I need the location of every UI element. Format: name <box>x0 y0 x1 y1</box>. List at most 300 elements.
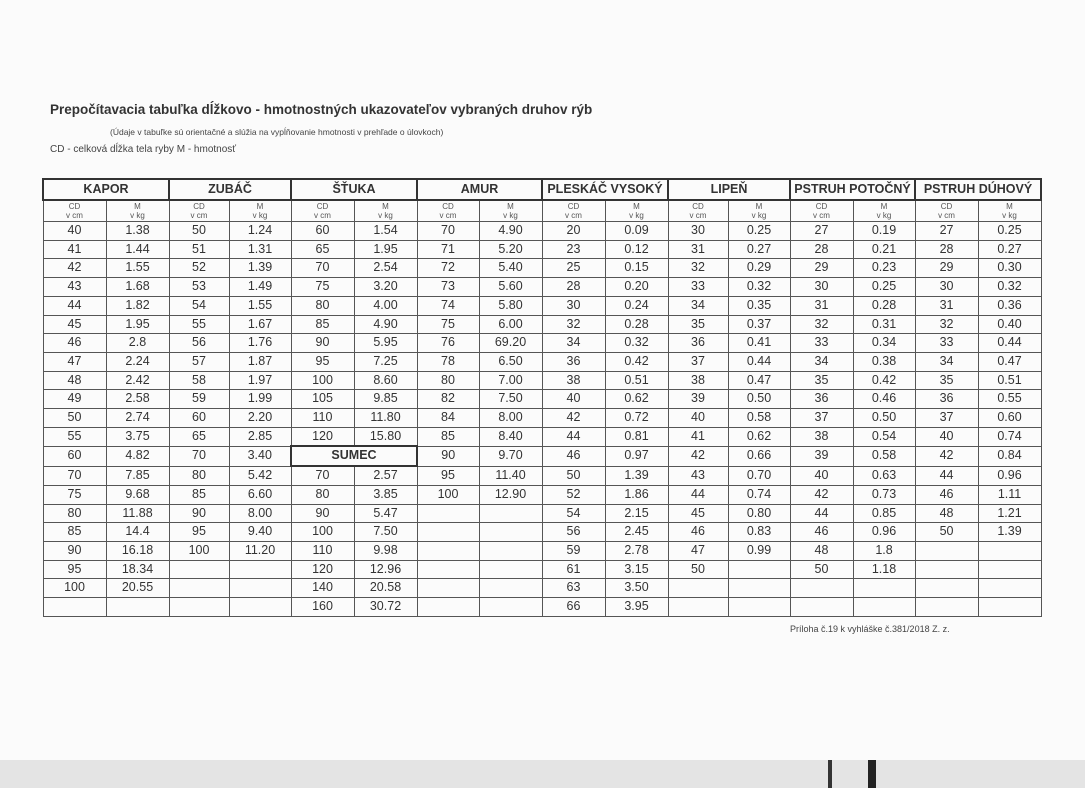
length-cell: 50 <box>169 222 229 241</box>
length-cell <box>915 598 978 617</box>
length-cell: 29 <box>790 259 853 278</box>
length-cell: 36 <box>542 352 605 371</box>
mass-cell <box>479 523 542 542</box>
length-cell: 46 <box>542 446 605 466</box>
length-cell: 63 <box>542 579 605 598</box>
mass-cell: 0.51 <box>605 371 668 390</box>
table-row <box>43 409 1041 428</box>
length-cell: 34 <box>915 352 978 371</box>
mass-cell: 4.82 <box>106 446 169 466</box>
length-cell: 75 <box>43 485 106 504</box>
mass-unit-header <box>106 200 169 222</box>
length-cell <box>417 598 479 617</box>
length-cell: 110 <box>291 541 354 560</box>
length-cell: 95 <box>417 466 479 485</box>
mass-cell: 20.58 <box>354 579 417 598</box>
length-cell: 71 <box>417 240 479 259</box>
species-header: PSTRUH DÚHOVÝ <box>915 179 1041 200</box>
mass-cell: 2.78 <box>605 541 668 560</box>
length-cell: 90 <box>291 504 354 523</box>
species-header: PSTRUH POTOČNÝ <box>790 179 915 200</box>
length-cell: 40 <box>542 390 605 409</box>
length-cell: 49 <box>43 390 106 409</box>
length-cell: 29 <box>915 259 978 278</box>
length-cell: 60 <box>169 409 229 428</box>
length-cell: 120 <box>291 560 354 579</box>
length-cell: 100 <box>291 371 354 390</box>
mass-cell: 0.25 <box>728 222 790 241</box>
table-row <box>43 485 1041 504</box>
table-row <box>43 390 1041 409</box>
length-cell: 65 <box>291 240 354 259</box>
mass-cell: 0.09 <box>605 222 668 241</box>
mass-unit-header <box>728 200 790 222</box>
mass-cell: 11.40 <box>479 466 542 485</box>
mass-cell: 1.97 <box>229 371 291 390</box>
mass-cell: 3.75 <box>106 427 169 446</box>
length-cell: 40 <box>790 466 853 485</box>
length-cell: 50 <box>790 560 853 579</box>
length-cell: 31 <box>915 296 978 315</box>
length-cell <box>169 579 229 598</box>
unit-header-unit: v cm <box>190 211 208 220</box>
mass-cell <box>728 560 790 579</box>
length-cell: 41 <box>668 427 728 446</box>
mass-cell: 0.27 <box>728 240 790 259</box>
length-cell: 30 <box>790 278 853 297</box>
length-cell: 54 <box>542 504 605 523</box>
length-cell: 100 <box>43 579 106 598</box>
mass-cell: 2.15 <box>605 504 668 523</box>
length-cell: 44 <box>43 296 106 315</box>
length-unit-header <box>417 200 479 222</box>
length-cell: 27 <box>915 222 978 241</box>
footer-note: Príloha č.19 k vyhláške č.381/2018 Z. z. <box>790 624 950 634</box>
length-cell <box>790 598 853 617</box>
unit-header-unit: v cm <box>938 211 955 220</box>
length-cell: 34 <box>542 334 605 353</box>
table-row <box>43 315 1041 334</box>
mass-cell <box>853 598 915 617</box>
mass-cell: 5.95 <box>354 334 417 353</box>
mass-cell: 1.24 <box>229 222 291 241</box>
length-unit-header <box>169 200 229 222</box>
length-cell: 58 <box>169 371 229 390</box>
unit-header-label: CD <box>567 202 580 211</box>
mass-cell <box>106 598 169 617</box>
length-cell: 73 <box>417 278 479 297</box>
mass-cell: 1.99 <box>229 390 291 409</box>
length-cell: 50 <box>915 523 978 542</box>
length-cell: 100 <box>169 541 229 560</box>
mass-cell: 11.88 <box>106 504 169 523</box>
mass-cell: 7.50 <box>479 390 542 409</box>
unit-header-label: M <box>1006 202 1013 211</box>
length-cell: 46 <box>790 523 853 542</box>
length-cell: 52 <box>169 259 229 278</box>
mass-unit-header <box>978 200 1041 222</box>
length-cell: 75 <box>417 315 479 334</box>
mass-cell: 9.68 <box>106 485 169 504</box>
mass-cell: 5.42 <box>229 466 291 485</box>
length-cell: 36 <box>668 334 728 353</box>
mass-cell: 0.29 <box>728 259 790 278</box>
length-cell: 160 <box>291 598 354 617</box>
length-cell: 32 <box>668 259 728 278</box>
mass-cell: 0.35 <box>728 296 790 315</box>
mass-cell: 0.84 <box>978 446 1041 466</box>
length-cell: 36 <box>790 390 853 409</box>
unit-header-label: M <box>256 202 264 211</box>
length-cell: 34 <box>668 296 728 315</box>
mass-cell: 69.20 <box>479 334 542 353</box>
length-cell: 38 <box>790 427 853 446</box>
length-cell: 28 <box>790 240 853 259</box>
length-cell: 70 <box>291 259 354 278</box>
mass-cell: 0.58 <box>728 409 790 428</box>
length-cell: 28 <box>915 240 978 259</box>
length-cell: 44 <box>668 485 728 504</box>
mass-cell: 1.67 <box>229 315 291 334</box>
mass-cell: 0.72 <box>605 409 668 428</box>
mass-cell: 0.44 <box>728 352 790 371</box>
mass-cell: 0.42 <box>605 352 668 371</box>
length-cell: 48 <box>790 541 853 560</box>
length-cell: 80 <box>291 296 354 315</box>
mass-cell: 1.95 <box>354 240 417 259</box>
mass-cell <box>978 598 1041 617</box>
mass-cell: 3.15 <box>605 560 668 579</box>
length-cell: 95 <box>169 523 229 542</box>
mass-cell: 0.15 <box>605 259 668 278</box>
mass-cell: 0.30 <box>978 259 1041 278</box>
mass-unit-header <box>479 200 542 222</box>
mass-cell: 4.90 <box>479 222 542 241</box>
table-row <box>43 240 1041 259</box>
length-cell: 33 <box>915 334 978 353</box>
mass-cell: 8.00 <box>479 409 542 428</box>
length-cell <box>417 579 479 598</box>
species-header: KAPOR <box>43 179 169 200</box>
mass-cell: 0.46 <box>853 390 915 409</box>
mass-cell <box>978 560 1041 579</box>
unit-header-label: CD <box>193 202 205 211</box>
length-cell: 76 <box>417 334 479 353</box>
unit-header-unit: v kg <box>130 211 145 220</box>
mass-unit-header <box>605 200 668 222</box>
length-cell: 44 <box>542 427 605 446</box>
length-cell: 59 <box>169 390 229 409</box>
mass-cell: 0.96 <box>978 466 1041 485</box>
length-cell: 90 <box>291 334 354 353</box>
unit-header-unit: v kg <box>252 211 268 220</box>
length-cell: 33 <box>668 278 728 297</box>
length-cell: 80 <box>169 466 229 485</box>
length-cell: 32 <box>915 315 978 334</box>
species-header: PLESKÁČ VYSOKÝ <box>542 179 668 200</box>
length-cell: 100 <box>417 485 479 504</box>
mass-cell: 4.00 <box>354 296 417 315</box>
length-cell: 80 <box>291 485 354 504</box>
length-cell: 85 <box>417 427 479 446</box>
length-cell: 39 <box>668 390 728 409</box>
unit-header-label: M <box>880 202 888 211</box>
mass-cell: 20.55 <box>106 579 169 598</box>
mass-cell: 0.36 <box>978 296 1041 315</box>
table-row <box>43 598 1041 617</box>
mass-cell: 0.55 <box>978 390 1041 409</box>
mass-cell: 9.40 <box>229 523 291 542</box>
length-cell: 34 <box>790 352 853 371</box>
table-row <box>43 579 1041 598</box>
mass-cell: 1.49 <box>229 278 291 297</box>
length-cell: 80 <box>43 504 106 523</box>
mass-cell: 2.54 <box>354 259 417 278</box>
unit-header-unit: v kg <box>751 211 767 220</box>
length-cell: 46 <box>43 334 106 353</box>
mass-cell: 18.34 <box>106 560 169 579</box>
mass-cell: 11.20 <box>229 541 291 560</box>
mass-cell: 0.50 <box>853 409 915 428</box>
unit-header-unit: v cm <box>66 211 83 220</box>
mass-cell: 0.62 <box>605 390 668 409</box>
length-cell: 82 <box>417 390 479 409</box>
length-cell: 60 <box>291 222 354 241</box>
mass-cell: 8.60 <box>354 371 417 390</box>
mass-cell: 0.47 <box>978 352 1041 371</box>
unit-header-label: M <box>633 202 640 211</box>
mass-cell: 0.42 <box>853 371 915 390</box>
length-cell: 41 <box>43 240 106 259</box>
mass-cell <box>978 579 1041 598</box>
mass-cell: 1.55 <box>229 296 291 315</box>
length-cell: 65 <box>169 427 229 446</box>
length-cell: 74 <box>417 296 479 315</box>
mass-cell: 2.8 <box>106 334 169 353</box>
unit-header-label: CD <box>692 202 704 211</box>
length-cell <box>915 560 978 579</box>
mass-cell: 6.00 <box>479 315 542 334</box>
mass-cell: 8.00 <box>229 504 291 523</box>
table-row <box>43 523 1041 542</box>
species-header: LIPEŇ <box>668 179 790 200</box>
mass-cell: 1.95 <box>106 315 169 334</box>
mass-cell: 3.95 <box>605 598 668 617</box>
length-cell: 55 <box>43 427 106 446</box>
length-unit-header <box>43 200 106 222</box>
length-cell: 70 <box>43 466 106 485</box>
document-subtitle: (Údaje v tabuľke sú orientačné a slúžia na vypĺňovanie hmotnosti v prehľade o úlovkoch) <box>110 127 444 137</box>
mass-cell: 12.90 <box>479 485 542 504</box>
mass-cell: 0.73 <box>853 485 915 504</box>
mass-cell: 1.55 <box>106 259 169 278</box>
mass-cell: 0.37 <box>728 315 790 334</box>
length-cell: 140 <box>291 579 354 598</box>
mass-cell: 0.41 <box>728 334 790 353</box>
unit-header-unit: v kg <box>1002 211 1017 220</box>
length-unit-header <box>542 200 605 222</box>
unit-header-unit: v cm <box>314 211 331 220</box>
length-unit-header <box>915 200 978 222</box>
mass-cell <box>479 504 542 523</box>
mass-cell: 0.51 <box>978 371 1041 390</box>
table-row <box>43 371 1041 390</box>
mass-cell: 12.96 <box>354 560 417 579</box>
length-cell: 56 <box>169 334 229 353</box>
length-cell: 52 <box>542 485 605 504</box>
length-cell: 75 <box>291 278 354 297</box>
length-cell <box>43 598 106 617</box>
unit-header-unit: v kg <box>378 211 393 220</box>
mass-cell: 0.21 <box>853 240 915 259</box>
table-row <box>43 560 1041 579</box>
length-cell <box>169 560 229 579</box>
length-cell <box>417 541 479 560</box>
length-unit-header <box>668 200 728 222</box>
table-row <box>43 446 1041 466</box>
mass-cell: 2.57 <box>354 466 417 485</box>
mass-cell: 1.68 <box>106 278 169 297</box>
fish-conversion-table <box>42 178 1042 617</box>
length-cell: 42 <box>668 446 728 466</box>
length-cell <box>417 560 479 579</box>
mass-cell: 9.70 <box>479 446 542 466</box>
length-cell: 20 <box>542 222 605 241</box>
mass-cell: 0.34 <box>853 334 915 353</box>
mass-cell: 0.47 <box>728 371 790 390</box>
table-row <box>43 427 1041 446</box>
length-cell: 42 <box>542 409 605 428</box>
mass-cell: 1.86 <box>605 485 668 504</box>
length-cell: 35 <box>790 371 853 390</box>
mass-cell: 2.24 <box>106 352 169 371</box>
length-cell: 36 <box>915 390 978 409</box>
length-cell: 50 <box>43 409 106 428</box>
species-header: AMUR <box>417 179 542 200</box>
mass-cell: 0.28 <box>853 296 915 315</box>
length-cell: 44 <box>790 504 853 523</box>
mass-cell: 0.23 <box>853 259 915 278</box>
unit-header-row <box>43 200 1041 222</box>
length-cell <box>668 579 728 598</box>
length-cell: 40 <box>43 222 106 241</box>
table-row <box>43 352 1041 371</box>
length-cell <box>668 598 728 617</box>
length-cell: 66 <box>542 598 605 617</box>
mass-cell: 2.74 <box>106 409 169 428</box>
mass-cell: 1.31 <box>229 240 291 259</box>
mass-cell: 3.40 <box>229 446 291 466</box>
mass-cell: 0.24 <box>605 296 668 315</box>
length-cell: 84 <box>417 409 479 428</box>
length-cell: 55 <box>169 315 229 334</box>
mass-cell: 0.58 <box>853 446 915 466</box>
length-cell: 61 <box>542 560 605 579</box>
mass-cell: 16.18 <box>106 541 169 560</box>
table-row <box>43 259 1041 278</box>
table-row <box>43 334 1041 353</box>
mass-cell: 0.70 <box>728 466 790 485</box>
length-cell: 90 <box>169 504 229 523</box>
mass-cell <box>479 560 542 579</box>
length-cell <box>417 523 479 542</box>
length-cell: 70 <box>417 222 479 241</box>
mass-cell: 0.74 <box>978 427 1041 446</box>
mass-cell: 0.38 <box>853 352 915 371</box>
mass-cell: 1.18 <box>853 560 915 579</box>
mass-cell: 7.50 <box>354 523 417 542</box>
length-cell: 56 <box>542 523 605 542</box>
abbreviation-legend: CD - celková dĺžka tela ryby M - hmotnosť <box>50 144 237 155</box>
length-cell: 45 <box>43 315 106 334</box>
length-cell: 72 <box>417 259 479 278</box>
length-unit-header <box>291 200 354 222</box>
length-cell: 30 <box>915 278 978 297</box>
length-cell: 35 <box>915 371 978 390</box>
species-header-row <box>43 179 1041 200</box>
mass-cell: 0.60 <box>978 409 1041 428</box>
length-cell: 90 <box>417 446 479 466</box>
mass-cell <box>728 598 790 617</box>
length-cell: 90 <box>43 541 106 560</box>
unit-header-label: M <box>507 202 514 211</box>
mass-cell: 3.50 <box>605 579 668 598</box>
mass-cell: 1.54 <box>354 222 417 241</box>
mass-cell: 0.85 <box>853 504 915 523</box>
length-cell: 30 <box>668 222 728 241</box>
mass-cell: 1.11 <box>978 485 1041 504</box>
length-cell: 60 <box>43 446 106 466</box>
mass-cell: 14.4 <box>106 523 169 542</box>
unit-header-label: M <box>755 202 763 211</box>
unit-header-label: CD <box>316 202 329 211</box>
mass-cell: 6.60 <box>229 485 291 504</box>
unit-header-label: CD <box>68 202 81 211</box>
scanner-edge <box>0 760 1085 788</box>
length-cell: 44 <box>915 466 978 485</box>
mass-cell: 11.80 <box>354 409 417 428</box>
length-cell: 51 <box>169 240 229 259</box>
mass-cell: 0.80 <box>728 504 790 523</box>
mass-cell: 0.25 <box>853 278 915 297</box>
mass-cell: 5.40 <box>479 259 542 278</box>
mass-cell: 0.27 <box>978 240 1041 259</box>
mass-cell: 4.90 <box>354 315 417 334</box>
unit-header-unit: v kg <box>629 211 644 220</box>
mass-cell <box>229 560 291 579</box>
mass-cell: 6.50 <box>479 352 542 371</box>
length-cell: 38 <box>668 371 728 390</box>
unit-header-unit: v cm <box>813 211 830 220</box>
unit-header-label: CD <box>940 202 953 211</box>
table-row <box>43 541 1041 560</box>
mass-cell: 0.54 <box>853 427 915 446</box>
mass-cell: 0.83 <box>728 523 790 542</box>
mass-cell: 2.20 <box>229 409 291 428</box>
mass-cell: 2.58 <box>106 390 169 409</box>
length-cell: 32 <box>790 315 853 334</box>
length-cell: 31 <box>668 240 728 259</box>
mass-cell: 0.96 <box>853 523 915 542</box>
mass-cell: 9.98 <box>354 541 417 560</box>
table-row <box>43 222 1041 241</box>
mass-cell: 0.81 <box>605 427 668 446</box>
mass-cell: 5.80 <box>479 296 542 315</box>
length-cell: 37 <box>790 409 853 428</box>
length-cell: 38 <box>542 371 605 390</box>
length-cell: 85 <box>291 315 354 334</box>
length-cell: 31 <box>790 296 853 315</box>
